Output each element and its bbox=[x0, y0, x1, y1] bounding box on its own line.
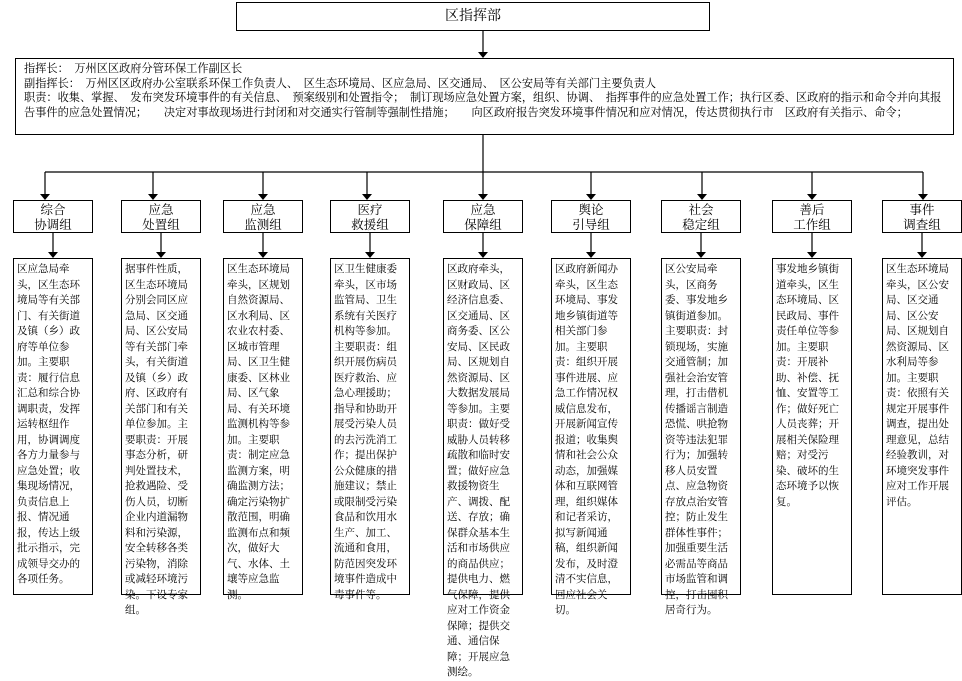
group-name-line2: 工作组 bbox=[793, 217, 831, 232]
group-name-line2: 监测组 bbox=[244, 217, 282, 232]
group-name-line1: 应急 bbox=[470, 202, 496, 217]
group-box-3 bbox=[223, 200, 303, 233]
group-name-line1: 综合 bbox=[40, 202, 66, 217]
group-duty-box-3: 区生态环境局牵头，区规划自然资源局、区水利局、区农业农村委、区城市管理局、区卫生健康委、区林业局、区气象局、有关环境监测机构等参加。主要职责：制定应急监测方案，明确监测方法；确定污染物扩散范围，明确监测布点和频次，做好大气、水体、土壤等应急监测。 bbox=[223, 258, 303, 595]
group-box-5 bbox=[443, 200, 523, 233]
group-name-line1: 舆论 bbox=[578, 202, 604, 217]
group-duty-box-6: 区政府新闻办牵头，区生态环境局、事发地乡镇街道等相关部门参加。主要职责：组织开展事件进展、应急工作情况权威信息发布，开展新闻宣传报道；收集舆情和社会公众动态，加强媒体和互联网管理，组织媒体和记者采访，拟写新闻通稿，组织新闻发布，及时澄清不实信息，回应社会关切。 bbox=[551, 258, 631, 595]
group-duty-box-7: 区公安局牵头，区商务委、事发地乡镇街道参加。主要职责：封锁现场，实施交通管制；加强社会治安管理，打击借机传播谣言制造恐慌、哄抢物资等违法犯罪行为；加强转移人员安置点、应急物资存放点治安管控；防止发生群体性事件；加强重要生活必需品等商品市场监管和调控，打击囤积居奇行为。 bbox=[661, 258, 741, 595]
deputy-commander-line: 副指挥长： 万州区区政府办公室联系环保工作负责人、 区生态环境局、区应急局、区交通局、 区公安局等有关部门主要负责人 bbox=[24, 76, 657, 90]
group-name-line2: 处置组 bbox=[142, 217, 180, 232]
group-name-line1: 应急 bbox=[148, 202, 174, 217]
group-box-8 bbox=[772, 200, 852, 233]
group-duty-box-2: 据事件性质，区生态环境局分别会同区应急局、区交通局、区公安局等有关部门牵头，有关街道及镇（乡）政府、区政府有关部门和有关单位参加。主要职责：开展事态分析，研判处置技术，抢救遇险、受伤人员，切断企业内道漏物料和污染源，安全转移各类污染物，消除或减轻环境污染。下设专家组。 bbox=[121, 258, 201, 595]
group-duty-box-4: 区卫生健康委牵头，区市场监管局、卫生系统有关医疗机构等参加。主要职责：组织开展伤病员医疗救治、应急心理援助；指导和协助开展受污染人员的去污洗消工作；提出保护公众健康的措施建议；禁止或限制受污染食品和饮用水生产、加工、流通和食用，防范因突发环境事件造成中毒事件等。 bbox=[330, 258, 410, 595]
group-box-7 bbox=[661, 200, 741, 233]
group-duty-box-1: 区应急局牵头，区生态环境局等有关部门、有关街道及镇（乡）政府等单位参加。主要职责：履行信息汇总和综合协调职责，发挥运转枢纽作用，协调调度各方力量参与应急处置；收集现场情况，负责信息上报、情况通报，传达上级批示指示，完成领导交办的各项任务。 bbox=[13, 258, 93, 595]
group-box-6 bbox=[551, 200, 631, 233]
group-name-line2: 救援组 bbox=[351, 217, 389, 232]
duties-text: 职责：收集、掌握、 发布突发环境事件的有关信息、 预案级别和处置指令； 制订现场应急处置方案，组织、协调、 指挥事件的应急处置工作；执行区委、区政府的指示和命令并向其报告事件的应急处置情况； 决定对事故现场进行封闭和对交通实行管制等强制性措施； 向区政府报告突发环境事件情况和应对情况，传达贯彻执行市 区政府有关指示、命令； bbox=[24, 91, 942, 119]
group-name-line2: 引导组 bbox=[572, 217, 610, 232]
group-box-4 bbox=[330, 200, 410, 233]
group-name-line2: 协调组 bbox=[34, 217, 72, 232]
group-name-line1: 医疗 bbox=[357, 202, 383, 217]
group-name-line2: 保障组 bbox=[464, 217, 502, 232]
group-name-line1: 应急 bbox=[250, 202, 276, 217]
group-name-line2: 稳定组 bbox=[682, 217, 720, 232]
group-duty-box-8: 事发地乡镇街道牵头，区生态环境局、区民政局、事件责任单位等参加。主要职责：开展补助、补偿、抚恤、安置等工作；做好死亡人员丧葬；开展相关保险理赔；对受污染、破坏的生态环境予以恢复。 bbox=[772, 258, 852, 595]
group-name-line2: 调查组 bbox=[903, 217, 941, 232]
group-box-2 bbox=[121, 200, 201, 233]
headquarters-box bbox=[236, 2, 710, 31]
group-duty-box-5: 区政府牵头，区财政局、区经济信息委、区交通局、区商务委、区公安局、区民政局、区规划自然资源局、区大数据发展局等参加。主要职责：做好受威胁人员转移疏散和临时安置；做好应急救援物资生产、调拨、配送、存放；确保群众基本生活和市场供应的商品供应；提供电力、燃气保障，提供应对工作资金保障；提供交通、通信保障；开展应急测绘。 bbox=[443, 258, 523, 595]
group-name-line1: 社会 bbox=[688, 202, 714, 217]
commander-line: 指挥长： 万州区区政府分管环保工作副区长 bbox=[24, 62, 243, 75]
command-info-box bbox=[15, 58, 954, 135]
group-name-line1: 事件 bbox=[909, 202, 935, 217]
group-box-1 bbox=[13, 200, 93, 233]
group-duty-box-9: 区生态环境局牵头，区公安局、区交通局、区公安局、区规划自然资源局、区水利局等参加。主要职责：依照有关规定开展事件调查，提出处理意见，总结经验教训，对环境突发事件应对工作开展评估。 bbox=[882, 258, 962, 595]
headquarters-title: 区指挥部 bbox=[445, 8, 501, 24]
group-box-9 bbox=[882, 200, 962, 233]
group-name-line1: 善后 bbox=[799, 202, 825, 217]
